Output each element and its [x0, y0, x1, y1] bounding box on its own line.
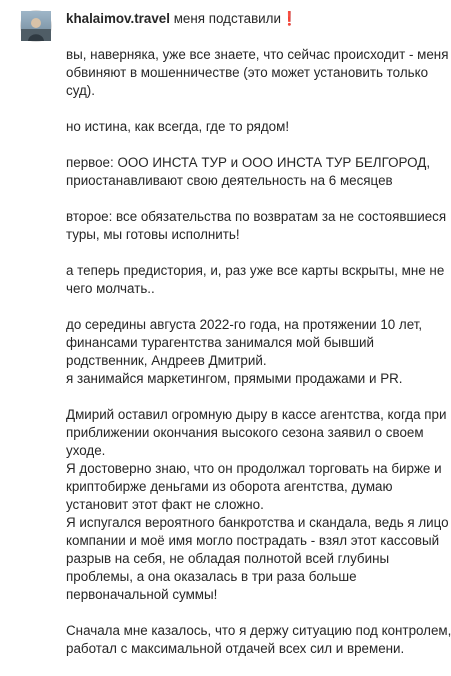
caption-line: работал с максимальной отдачей всех сил и времени. — [66, 641, 405, 656]
caption-line: второе: все обязательства по возвратам за не состоявшиеся — [66, 209, 447, 224]
caption-line: Я достоверно знаю, что он продолжал торговать на бирже и — [66, 461, 442, 476]
caption-paragraph — [66, 154, 431, 190]
caption-line: приостанавливают свою деятельность на 6 месяцев — [66, 173, 393, 188]
caption-line: разрыв на себя, не обладая полнотой всей глубины — [66, 551, 390, 566]
caption-line: суд). — [66, 83, 95, 98]
username-link[interactable]: khalaimov.travel — [66, 11, 170, 26]
caption-paragraph — [66, 262, 445, 298]
caption-line: до середины августа 2022-го года, на протяжении 10 лет, — [66, 317, 423, 332]
caption-line: а теперь предистория, и, раз уже все карты вскрыты, мне не — [66, 263, 445, 278]
caption-line: первоначальной суммы! — [66, 587, 218, 602]
caption-line: приближении окончания высокого сезона заявил о своем — [66, 425, 424, 440]
caption-line: криптобирже деньгами из оборота агентства, думаю — [66, 479, 393, 494]
caption-paragraphs — [66, 46, 451, 658]
caption-paragraph — [66, 208, 447, 244]
caption-paragraph — [66, 46, 449, 100]
caption-line: уходе. — [66, 443, 106, 458]
scrollbar[interactable] — [428, 6, 432, 612]
caption-text — [66, 10, 451, 676]
caption-first-line — [66, 10, 426, 28]
caption-paragraph — [66, 118, 426, 136]
caption-title: меня подставили❗️ — [173, 11, 298, 26]
caption-paragraph — [66, 406, 449, 604]
caption-line: проблемы, а она оказалась в три раза больше — [66, 569, 357, 584]
caption-line: родственник, Андреев Дмитрий. — [66, 353, 267, 368]
caption-paragraph — [66, 622, 451, 658]
caption-line: установит этот факт не сложно. — [66, 497, 264, 512]
profile-avatar-icon — [21, 11, 51, 41]
caption-line: но истина, как всегда, где то рядом! — [66, 119, 290, 134]
caption-line: компании и моё имя могло пострадать - взял этот кассовый — [66, 533, 440, 548]
caption-line: Я испугался вероятного банкротства и скандала, ведь я лицо — [66, 515, 449, 530]
caption-line: финансами турагентства занимался мой бывший — [66, 335, 374, 350]
caption-line: Сначала мне казалось, что я держу ситуацию под контролем, — [66, 623, 451, 638]
caption-line: чего молчать.. — [66, 281, 155, 296]
caption-line: я занимайся маркетингом, прямыми продажами и PR. — [66, 371, 403, 386]
caption-line: вы, наверняка, уже все знаете, что сейчас происходит - меня — [66, 47, 449, 62]
caption-paragraph — [66, 316, 426, 388]
avatar[interactable] — [20, 10, 52, 42]
caption-line: Дмирий оставил огромную дыру в кассе агентства, когда при — [66, 407, 447, 422]
caption-line: туры, мы готовы исполнить! — [66, 227, 240, 242]
caption-line: первое: ООО ИНСТА ТУР и ООО ИНСТА ТУР БЕЛГОРОД, — [66, 155, 431, 170]
caption-line: обвиняют в мошенничестве (это может установить только — [66, 65, 429, 80]
